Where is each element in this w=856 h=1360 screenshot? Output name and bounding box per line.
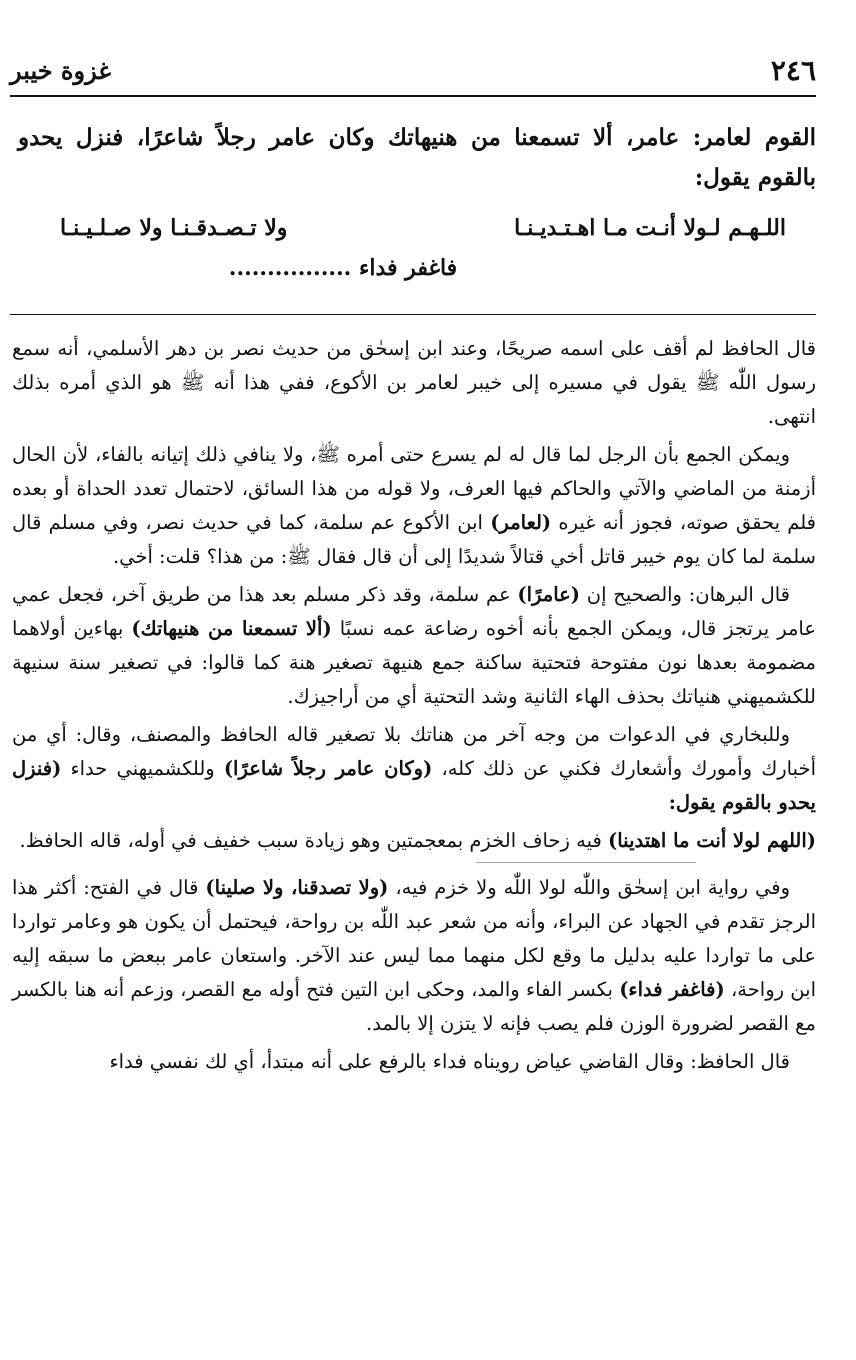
commentary — [12, 332, 816, 1083]
quoted-phrase: (فاغفر فداء) — [619, 978, 725, 1001]
text-run: وللبخاري في الدعوات من وجه آخر من هناتك بلا تصغير قاله الحافظ والمصنف، وقال: أي من أخبارك وأمورك وأشعارك فكني عن ذلك كله، — [12, 723, 816, 780]
main-text: القوم لعامر: عامر، ألا تسمعنا من هنيهاتك وكان عامر رجلاً شاعرًا، فنزل يحدو بالقوم يقول: — [18, 124, 816, 191]
commentary-paragraph-1: قال الحافظ لم أقف على اسمه صريحًا، وعند ابن إسحٰق من حديث نصر بن دهر الأسلمي، أنه سمع رسول اللّٰه ﷺ يقول في مسيره إلى خيبر لعامر بن الأكوع، ففي هذا أنه ﷺ هو الذي أمره بذلك انتهى. — [12, 337, 816, 428]
quoted-phrase: (عامرًا) — [517, 583, 580, 606]
text-run: عم سلمة، وقد ذكر مسلم بعد هذا من طريق آخر، فجعل عمي عامر يرتجز قال، ويمكن الجمع بأنه أخوه رضاعة عمه نسبًا — [12, 583, 816, 640]
verse-hemistich-1: اللـهـم لـولا أنـت مـا اهـتـديـنـا — [514, 215, 786, 241]
text-run: ابن الأكوع عم سلمة، كما في حديث نصر، وفي مسلم قال سلمة لما كان يوم خيبر قاتل أخي قتالاً شديدًا إلى أن قال فقال ﷺ: من هذا؟ قلت: أخي. — [12, 511, 816, 568]
commentary-paragraph-6 — [12, 871, 816, 1041]
verse-line-1 — [60, 208, 786, 248]
quoted-phrase: (اللهم لولا أنت ما اهتدينا) — [608, 829, 816, 852]
text-run: قال البرهان: والصحيح إن — [586, 583, 791, 606]
commentary-paragraph-3 — [12, 578, 816, 714]
verse-hemistich-2: ولا تـصـدقـنـا ولا صـلـيـنـا — [60, 215, 288, 241]
verse-line-2: فاغفر فداء ................ — [228, 255, 458, 281]
quoted-phrase: (فنزل يحدو بالقوم يقول: — [12, 757, 816, 814]
commentary-paragraph-4 — [12, 718, 816, 820]
header-rule — [10, 95, 816, 97]
text-run: ويمكن الجمع بأن الرجل لما قال له لم يسرع حتى أمره ﷺ، ولا ينافي ذلك إتيانه بالفاء، لأن الحال أزمنة من الماضي والآتي والحاكم فيها العرف، ولا قوله من هذا السائق، لاحتمال تعدد الحداة أو بعده فلم يحقق صوته، فجوز أنه غيره — [12, 443, 816, 534]
text-run: وللكشميهني حداء — [70, 757, 215, 780]
text-run: وفي رواية ابن إسحٰق واللّٰه لولا اللّٰه ولا خزم فيه، — [395, 876, 790, 899]
quoted-phrase: (ولا تصدقنا، ولا صلينا) — [205, 876, 389, 899]
text-run: بكسر الفاء والمد، وحكى ابن التين فتح أوله مع القصر، وزعم أنه هنا بالكسر مع القصر لضرورة الوزن فلم يصب فإنه لا يتزن إلا بالمد. — [12, 978, 816, 1035]
quoted-phrase: (وكان عامر رجلاً شاعرًا) — [223, 757, 433, 780]
paragraph-divider — [476, 862, 696, 863]
commentary-paragraph-2 — [12, 438, 816, 574]
page-header — [10, 50, 816, 90]
quoted-phrase: (ألا تسمعنا من هنيهاتك) — [131, 617, 332, 640]
text-run: بهاءين أولاهما مضمومة بعدها نون مفتوحة فتحتية ساكنة جمع هنيهة تصغير هنة كما قالوا: في تصغير سنة سنيهة للكشميهني هنياتك بحذف الهاء الثانية وشد التحتية أي من أراجيزك. — [12, 617, 816, 708]
running-title: غزوة خيبر — [10, 55, 111, 85]
commentary-paragraph-5 — [12, 824, 816, 858]
text-run: قال في الفتح: أكثر هذا الرجز تقدم في الجهاد عن البراء، وأنه من شعر عبد اللّٰه بن رواحة، فيحتمل أن يكون هو وعامر تواردا على ما تواردا عليه بدليل ما وقع لكل منهما مما ليس عند الآخر. واستعان عامر ببعض ما سبقه إليه ابن رواحة، — [12, 876, 816, 1001]
commentary-paragraph-7: قال الحافظ: وقال القاضي عياض رويناه فداء بالرفع على أنه مبتدأ، أي لك نفسي فداء — [109, 1050, 790, 1073]
section-rule — [10, 314, 816, 315]
poem-verse — [60, 208, 786, 288]
page-number: ٢٤٦ — [770, 53, 816, 87]
text-run: فيه زحاف الخزم بمعجمتين وهو زيادة سبب خفيف في أوله، قاله الحافظ. — [19, 829, 602, 852]
quoted-phrase: (لعامر) — [490, 511, 552, 534]
